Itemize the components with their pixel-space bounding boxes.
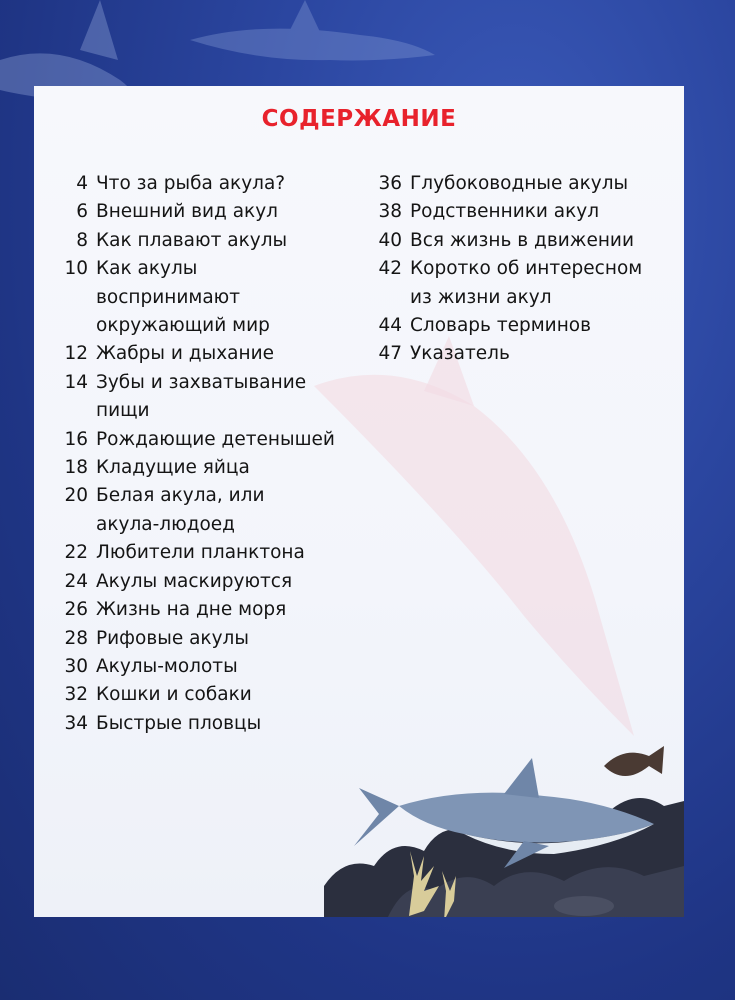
toc-page-number: 24	[64, 570, 88, 592]
toc-title: Жизнь на дне моря	[96, 599, 287, 621]
toc-title: Что за рыба акула?	[96, 173, 286, 194]
toc-title: акула-людоед	[96, 513, 235, 535]
toc-entry	[370, 255, 670, 283]
toc-page-number: 47	[378, 343, 402, 365]
contents-list-left	[56, 170, 376, 738]
toc-page-number	[56, 312, 96, 340]
toc-page-number: 12	[64, 343, 88, 365]
toc-page-number: 38	[378, 201, 402, 223]
toc-title: Глубоководные акулы	[410, 173, 629, 194]
toc-title: Любители планктона	[96, 542, 305, 564]
toc-page-number	[56, 284, 96, 312]
toc-page-number: 10	[64, 258, 88, 280]
toc-entry	[56, 454, 376, 482]
toc-page-number: 26	[64, 599, 88, 621]
toc-entry	[56, 568, 376, 596]
toc-entry	[56, 539, 376, 567]
toc-entry	[370, 340, 670, 368]
toc-title: Указатель	[410, 343, 510, 365]
contents-list-right	[370, 170, 670, 369]
toc-page-number: 6	[76, 201, 88, 223]
toc-entry-continuation	[56, 284, 376, 312]
toc-entry	[56, 170, 376, 198]
toc-page-number	[370, 284, 410, 312]
toc-title: Белая акула, или	[96, 485, 265, 507]
toc-entry	[56, 227, 376, 255]
toc-entry	[56, 198, 376, 226]
toc-entry	[56, 426, 376, 454]
toc-entry	[56, 625, 376, 653]
reef-shark-illustration	[324, 676, 684, 917]
toc-entry	[56, 596, 376, 624]
toc-title: Рифовые акулы	[96, 627, 249, 649]
toc-page-number	[56, 397, 96, 425]
toc-entry	[370, 198, 670, 226]
toc-page-number: 28	[64, 627, 88, 649]
toc-page-number: 14	[64, 371, 88, 393]
toc-title: Зубы и захватывание	[96, 371, 307, 393]
toc-title: Кошки и собаки	[96, 684, 252, 706]
toc-entry-continuation	[56, 511, 376, 539]
toc-entry	[56, 340, 376, 368]
toc-title: Акулы-молоты	[96, 655, 238, 677]
toc-title: Рождающие детенышей	[96, 428, 335, 450]
toc-title: окружающий мир	[96, 315, 270, 337]
toc-title: из жизни акул	[410, 286, 552, 308]
toc-page-number: 20	[64, 485, 88, 507]
page-title: СОДЕРЖАНИЕ	[261, 106, 457, 132]
toc-page-number: 4	[76, 173, 88, 194]
contents-panel	[34, 86, 684, 917]
toc-title: Кладущие яйца	[96, 457, 250, 479]
toc-page-number: 16	[64, 428, 88, 450]
background-shark-illustration	[180, 0, 440, 90]
toc-title: Внешний вид акул	[96, 201, 279, 223]
toc-title: Родственники акул	[410, 201, 600, 223]
toc-page-number: 40	[378, 229, 402, 251]
toc-page-number: 42	[378, 258, 402, 280]
toc-title: Жабры и дыхание	[96, 343, 274, 365]
toc-page-number: 32	[64, 684, 88, 706]
toc-entry-continuation	[56, 312, 376, 340]
toc-title: Словарь терминов	[410, 315, 592, 337]
toc-title: Как акулы	[96, 258, 198, 280]
toc-entry	[56, 255, 376, 283]
toc-page-number: 22	[64, 542, 88, 564]
toc-page-number: 34	[64, 712, 88, 734]
toc-page-number: 18	[64, 457, 88, 479]
toc-title: воспринимают	[96, 286, 241, 308]
toc-title: Коротко об интересном	[410, 258, 643, 280]
toc-page-number: 36	[378, 173, 402, 194]
toc-title: Вся жизнь в движении	[410, 229, 634, 251]
toc-page-number	[56, 511, 96, 539]
toc-page-number: 44	[378, 315, 402, 337]
toc-title: Как плавают акулы	[96, 229, 288, 251]
toc-entry	[56, 482, 376, 510]
toc-title: Акулы маскируются	[96, 570, 293, 592]
toc-entry	[370, 227, 670, 255]
toc-page-number: 30	[64, 655, 88, 677]
toc-entry	[370, 312, 670, 340]
toc-entry	[370, 170, 670, 198]
toc-page-number: 8	[76, 229, 88, 251]
toc-title: Быстрые пловцы	[96, 712, 262, 734]
toc-entry-continuation	[370, 284, 670, 312]
toc-title: пищи	[96, 400, 150, 422]
toc-entry	[56, 369, 376, 397]
toc-entry-continuation	[56, 397, 376, 425]
